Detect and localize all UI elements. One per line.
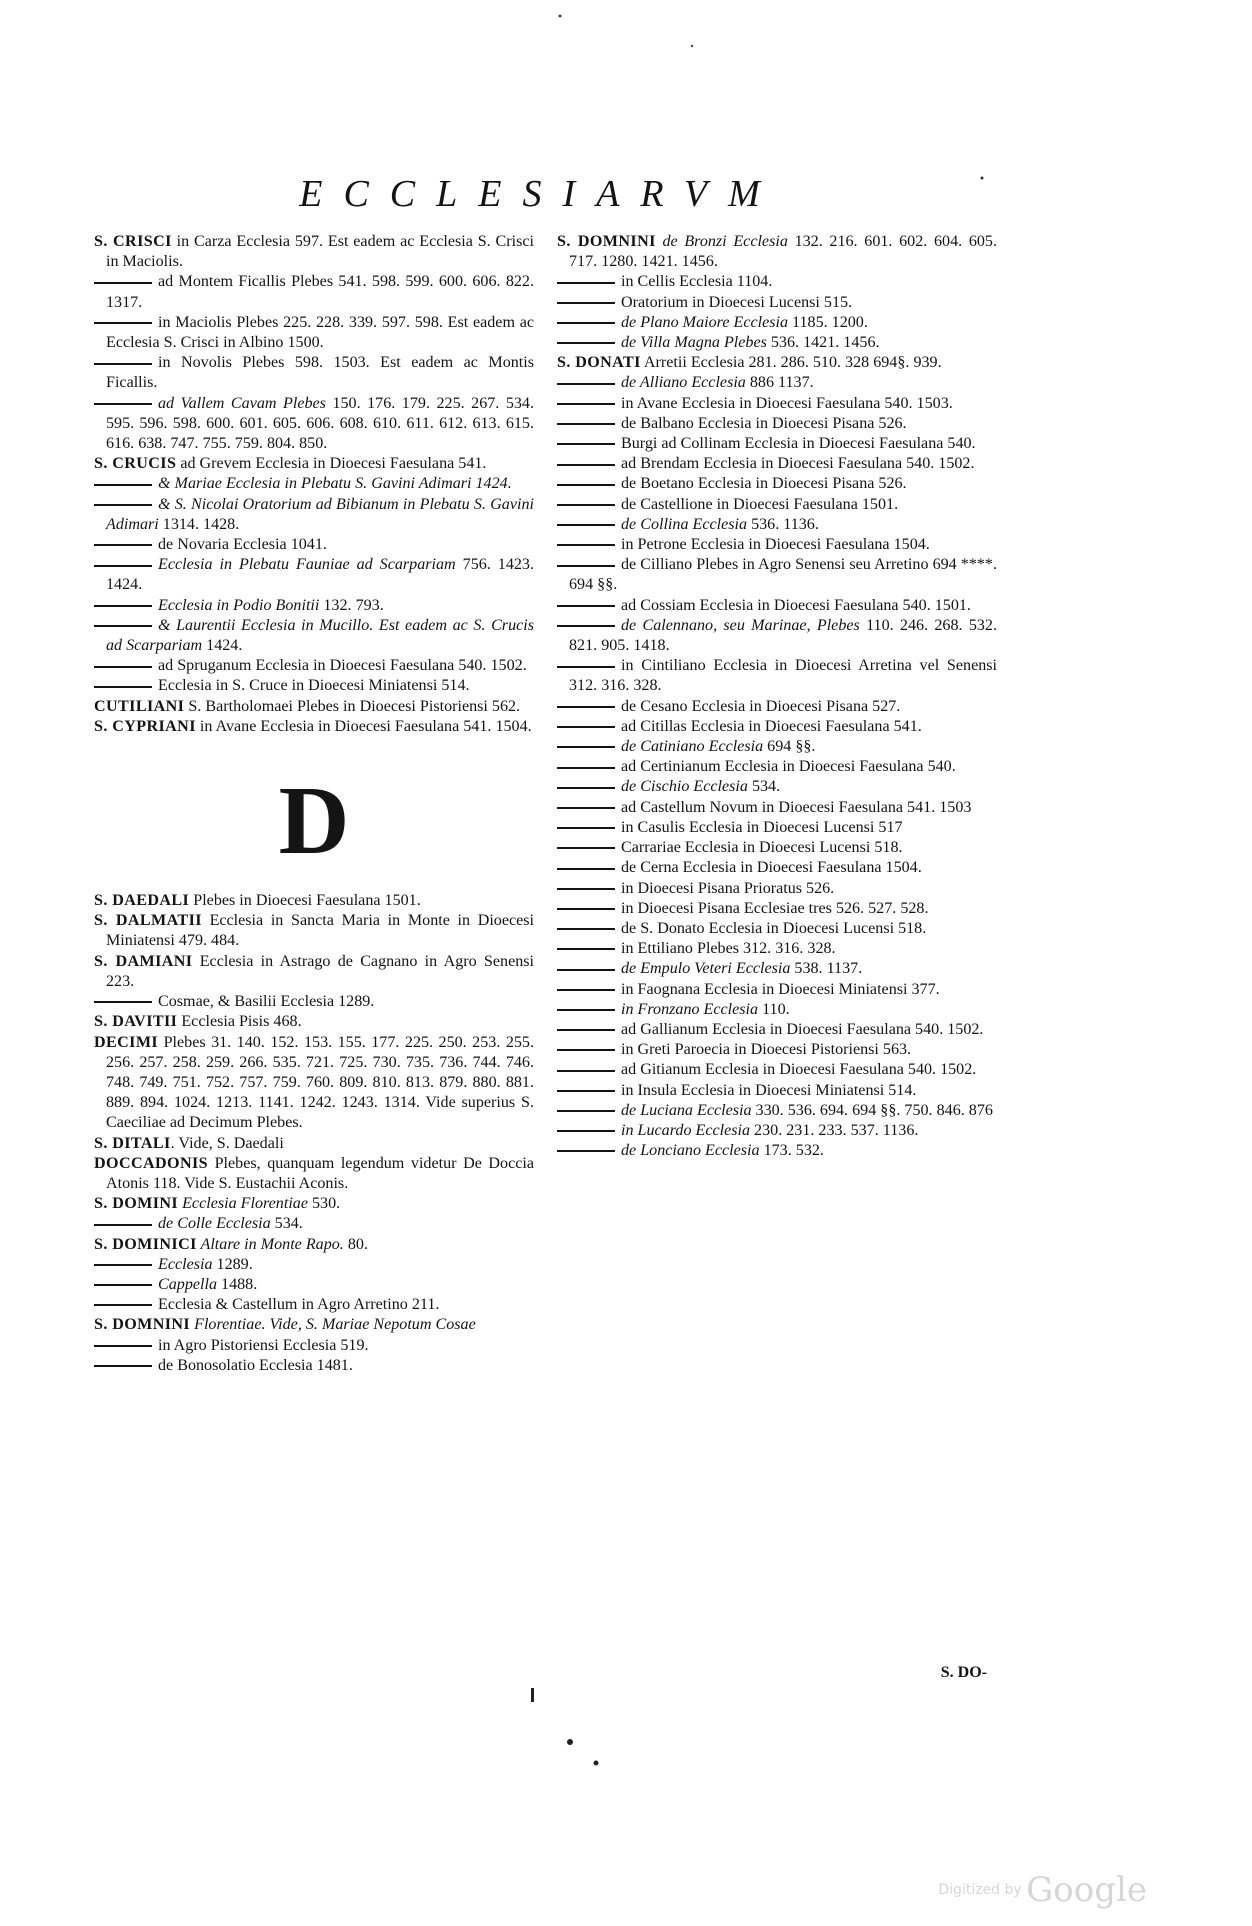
entry-text: de Bonosolatio Ecclesia 1481. xyxy=(158,1356,353,1374)
entry-text: in Greti Paroecia in Dioecesi Pistoriensi 563. xyxy=(621,1041,912,1059)
entry-headword: S. DAMIANI xyxy=(94,952,193,970)
entry-italic-text: de Collina Ecclesia xyxy=(621,515,748,533)
entry-text: Ecclesia in Astrago de Cagnano in Agro Senensi 223. xyxy=(106,952,534,990)
entry-italic-text: de Calennano, seu Marinae, Plebes xyxy=(621,616,860,634)
entry-text: ad Gallianum Ecclesia in Dioecesi Faesulana 540. 1502. xyxy=(621,1020,984,1038)
entry-text: in Novolis Plebes 598. 1503. Est eadem ac Montis Ficallis. xyxy=(106,354,534,392)
entry-text: de Cerna Ecclesia in Dioecesi Faesulana 1504. xyxy=(621,859,922,877)
entry-text: ad Gitianum Ecclesia in Dioecesi Faesulana 540. 1502. xyxy=(621,1061,977,1079)
entry-text: . Vide, S. Daedali xyxy=(170,1134,284,1152)
entry-italic-text: & Laurentii Ecclesia in Mucillo. Est eadem ac S. Crucis ad Scarpariam xyxy=(106,616,534,655)
entry-headword: S. DALMATII xyxy=(94,912,202,930)
entry-italic-text: Altare in Monte Rapo. xyxy=(196,1235,344,1253)
section-letter: D xyxy=(278,767,350,876)
watermark-prefix: Digitized by xyxy=(938,1882,1022,1898)
entry-italic-text: Florentiae. Vide, S. Mariae Nepotum Cosae xyxy=(190,1316,476,1334)
entry-headword: S. DOMINI xyxy=(94,1195,179,1213)
entry-text: ad Brendam Ecclesia in Dioecesi Faesulana 540. 1502. xyxy=(621,455,975,473)
entry-text: in Dioecesi Pisana Prioratus 526. xyxy=(621,879,835,897)
entry-text: 756. 1423. 1424. xyxy=(106,556,535,594)
entry-headword: S. DOMINICI xyxy=(94,1235,197,1253)
entry-text: in Dioecesi Pisana Ecclesiae tres 526. 527. 528. xyxy=(621,899,929,917)
entry-italic-text: de Bronzi Ecclesia xyxy=(655,233,788,250)
entry-text: in Avane Ecclesia in Dioecesi Faesulana 541. 1504. xyxy=(195,717,532,735)
entry-text: in Insula Ecclesia in Dioecesi Miniatensi 514. xyxy=(621,1081,917,1099)
entry-italic-text: Ecclesia Florentiae xyxy=(178,1195,308,1213)
entry-text: 534. xyxy=(270,1215,303,1233)
entry-text: 330. 536. 694. 694 §§. 750. 846. 876 xyxy=(751,1101,993,1119)
entry-text: de Castellione in Dioecesi Faesulana 1501. xyxy=(621,495,899,513)
entry-text: de Cesano Ecclesia in Dioecesi Pisana 527. xyxy=(621,697,901,715)
entry-text: ad Spruganum Ecclesia in Dioecesi Faesulana 540. 1502. xyxy=(158,657,527,675)
entry-text: 80. xyxy=(343,1235,368,1253)
entry-text: 1289. xyxy=(212,1255,253,1273)
entry-text: Arretii Ecclesia 281. 286. 510. 328 694§. 939. xyxy=(640,354,942,372)
entry-text: 1488. xyxy=(217,1275,258,1293)
entry-italic-text: de Empulo Veteri Ecclesia xyxy=(621,960,791,978)
entry-italic-text: Ecclesia xyxy=(158,1255,213,1273)
entry-headword: S. CRISCI xyxy=(94,233,172,250)
speck xyxy=(531,1688,534,1702)
entry-italic-text: Ecclesia in Podio Bonitii xyxy=(158,596,320,614)
speck xyxy=(691,45,693,47)
entry-italic-text: de Colle Ecclesia xyxy=(158,1215,271,1233)
entry-italic-text: & Mariae Ecclesia in Plebatu S. Gavini Adimari 1424. xyxy=(158,475,512,493)
entry-italic-text: de Luciana Ecclesia xyxy=(621,1101,752,1119)
entry-headword: CUTILIANI xyxy=(94,697,185,715)
entry-text: in Petrone Ecclesia in Dioecesi Faesulana 1504. xyxy=(621,536,930,554)
entry-text: de Cilliano Plebes in Agro Senensi seu Arretino 694 ****. 694 §§. xyxy=(569,556,997,594)
entry-text: 110. xyxy=(758,1000,790,1018)
entry-text: Ecclesia in Sancta Maria in Monte in Dioecesi Miniatensi 479. 484. xyxy=(106,912,535,950)
entry-text: 132. 793. xyxy=(319,596,384,614)
entry-text: de Balbano Ecclesia in Dioecesi Pisana 526. xyxy=(621,414,907,432)
entry-text: in Cintiliano Ecclesia in Dioecesi Arretina vel Senensi 312. 316. 328. xyxy=(569,657,997,695)
entry-text: Carrariae Ecclesia in Dioecesi Lucensi 518. xyxy=(621,839,903,857)
entry-text: Oratorium in Dioecesi Lucensi 515. xyxy=(621,293,853,311)
entry-italic-text: de Plano Maiore Ecclesia xyxy=(621,313,788,331)
entry-italic-text: in Lucardo Ecclesia xyxy=(621,1121,751,1139)
entry-text: Burgi ad Collinam Ecclesia in Dioecesi Faesulana 540. xyxy=(621,435,976,453)
watermark-brand: Google xyxy=(1026,1870,1147,1910)
entry-text: 150. 176. 179. 225. 267. 534. 595. 596. 598. 600. 601. 605. 606. 608. 610. 611. 612. 613. 615. 616. 638. 747. 755. 759. 804. 850. xyxy=(106,394,535,453)
entry-italic-text: Ecclesia in Plebatu Fauniae ad Scarpariam xyxy=(158,556,456,574)
entry-text: 132. 216. 601. 602. 604. 605. 717. 1280. 1421. 1456. xyxy=(569,233,997,271)
entry-italic-text: & S. Nicolai Oratorium ad Bibianum in Plebatu S. Gavini Adimari xyxy=(106,495,534,533)
entry-text: ad Montem Ficallis Plebes 541. 598. 599. 600. 606. 822. 1317. xyxy=(106,273,534,311)
entry-text: 110. 246. 268. 532. 821. 905. 1418. xyxy=(569,616,997,655)
entry-text: Cosmae, & Basilii Ecclesia 1289. xyxy=(158,993,375,1011)
entry-italic-text: de Villa Magna Plebes xyxy=(621,334,767,352)
entry-text: ad Citillas Ecclesia in Dioecesi Faesulana 541. xyxy=(621,717,922,735)
running-head: ECCLESIARVM xyxy=(299,173,781,215)
entry-headword: DECIMI xyxy=(94,1033,159,1051)
entry-text: in Carza Ecclesia 597. Est eadem ac Ecclesia S. Crisci in Maciolis. xyxy=(106,233,534,271)
entry-text: 538. 1137. xyxy=(790,960,863,978)
entry-italic-text: in Fronzano Ecclesia xyxy=(621,1000,759,1018)
entry-text: S. Bartholomaei Plebes in Dioecesi Pistoriensi 562. xyxy=(184,697,521,715)
entry-text: de Novaria Ecclesia 1041. xyxy=(158,536,327,554)
entry-text: 534. xyxy=(747,778,781,796)
speck xyxy=(559,15,562,18)
entry-text: ad Grevem Ecclesia in Dioecesi Faesulana 541. xyxy=(176,455,487,473)
entry-text: Ecclesia in S. Cruce in Dioecesi Miniatensi 514. xyxy=(158,677,470,695)
entry-text: de S. Donato Ecclesia in Dioecesi Lucensi 518. xyxy=(621,919,927,937)
entry-headword: S. CRUCIS xyxy=(94,455,177,473)
entry-text: 230. 231. 233. 537. 1136. xyxy=(750,1121,919,1139)
speck xyxy=(594,1761,599,1766)
entry-text: 530. xyxy=(307,1195,341,1213)
entry-headword: DOCCADONIS xyxy=(94,1154,208,1172)
entry-italic-text: de Cischio Ecclesia xyxy=(621,778,748,796)
entry-text: in Maciolis Plebes 225. 228. 339. 597. 598. Est eadem ac Ecclesia S. Crisci in Albino 1500. xyxy=(106,313,534,352)
entry-text: Plebes in Dioecesi Faesulana 1501. xyxy=(189,892,421,910)
entry-headword: S. DITALI xyxy=(94,1134,171,1152)
entry-headword: S. DAEDALI xyxy=(94,892,190,910)
entry-text: 694 §§. xyxy=(763,738,816,756)
entry-italic-text: Cappella xyxy=(158,1275,218,1293)
entry-text: Ecclesia Pisis 468. xyxy=(177,1013,302,1031)
entry-text: 1314. 1428. xyxy=(158,515,240,533)
entry-headword: S. DAVITII xyxy=(94,1013,178,1031)
entry-italic-text: de Catiniano Ecclesia xyxy=(621,738,764,756)
entry-text: in Ettiliano Plebes 312. 316. 328. xyxy=(621,940,836,958)
entry-text: 1185. 1200. xyxy=(788,313,868,331)
entry-text: de Boetano Ecclesia in Dioecesi Pisana 526. xyxy=(621,475,907,493)
entry-text: ad Certinianum Ecclesia in Dioecesi Faesulana 540. xyxy=(621,758,956,776)
entry-text: ad Cossiam Ecclesia in Dioecesi Faesulana 540. 1501. xyxy=(621,596,971,614)
entry-text: in Casulis Ecclesia in Dioecesi Lucensi 517 xyxy=(621,818,903,836)
entry-text: 886 1137. xyxy=(745,374,814,392)
entry-text: Ecclesia & Castellum in Agro Arretino 211. xyxy=(158,1296,440,1314)
entry-headword: S. DOMNINI xyxy=(557,233,656,250)
entry-text: ad Castellum Novum in Dioecesi Faesulana 541. 1503 xyxy=(621,798,972,816)
entry-text: in Faognana Ecclesia in Dioecesi Miniatensi 377. xyxy=(621,980,940,998)
entry-headword: S. DOMNINI xyxy=(94,1316,191,1334)
entry-text: in Agro Pistoriensi Ecclesia 519. xyxy=(158,1336,369,1354)
entry-headword: S. DONATI xyxy=(557,354,641,372)
entry-text: 173. 532. xyxy=(759,1142,824,1160)
catchword: S. DO- xyxy=(940,1664,987,1681)
entry-text: Plebes, quanquam legendum videtur De Doccia Atonis 118. Vide S. Eustachii Aconis. xyxy=(106,1154,534,1192)
entry-headword: S. CYPRIANI xyxy=(94,717,196,735)
entry-italic-text: ad Vallem Cavam Plebes xyxy=(158,394,326,412)
entry-text: 536. 1136. xyxy=(747,515,819,533)
entry-text: Plebes 31. 140. 152. 153. 155. 177. 225. 250. 253. 255. 256. 257. 258. 259. 266. 535. 721. 725. 730. 735. 736. 744. 746. 748. 749. 751. 752. 757. 759. 760. 809. 810. 813. 879. 880. 881. 889. 894. 1024. 1213. 1141. 1242. 1243. 1314. Vide superius S. Caeciliae ad Decimum Plebes. xyxy=(106,1033,534,1132)
entry-text: 1424. xyxy=(202,637,243,655)
entry-text: in Cellis Ecclesia 1104. xyxy=(621,273,773,291)
entry-italic-text: de Lonciano Ecclesia xyxy=(621,1142,760,1160)
speck xyxy=(567,1739,573,1745)
entry-italic-text: de Alliano Ecclesia xyxy=(621,374,746,392)
entry-text: 536. 1421. 1456. xyxy=(766,334,880,352)
speck xyxy=(981,177,984,180)
entry-text: in Avane Ecclesia in Dioecesi Faesulana 540. 1503. xyxy=(621,394,953,412)
